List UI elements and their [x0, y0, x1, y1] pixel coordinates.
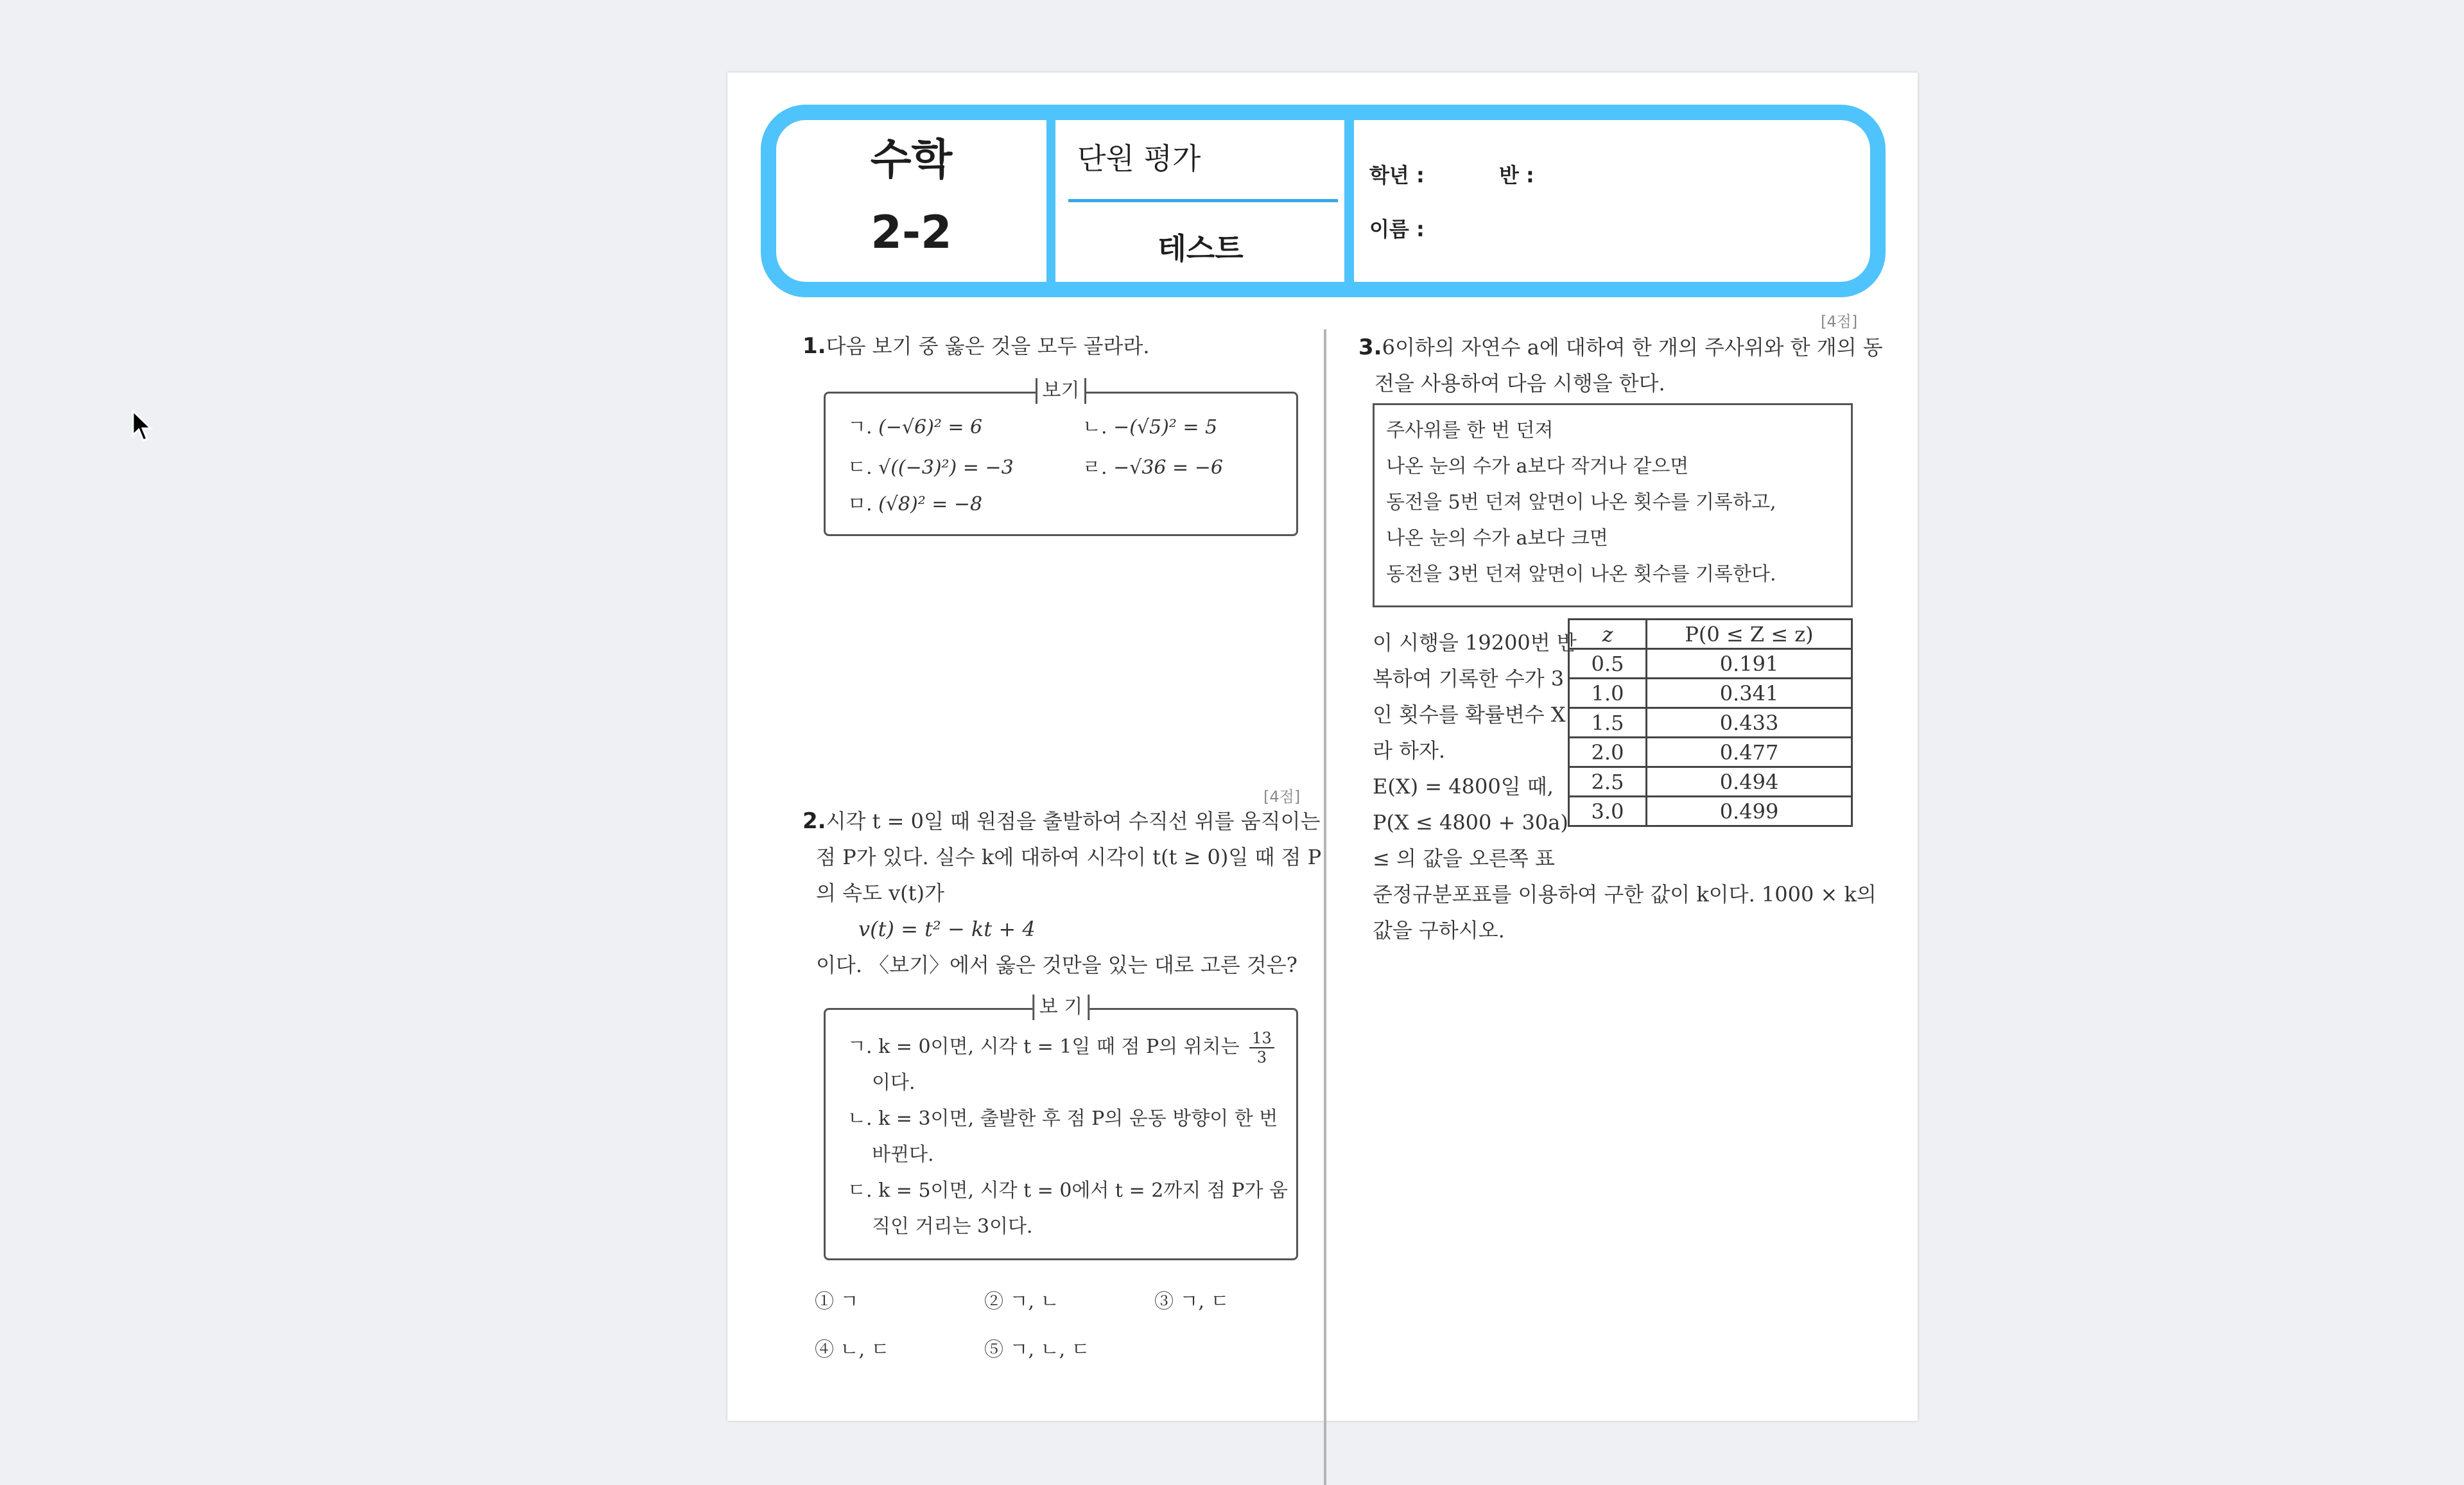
bogi-item-cont: 직인 거리는 3이다. [872, 1215, 1033, 1238]
title-underline [1068, 199, 1338, 202]
bogi-item: ㄱ. k = 0이면, 시각 t = 1일 때 점 P의 위치는 $\frac{13}{3}$ [847, 1029, 1274, 1066]
table-row: 2.5 0.494 [1569, 767, 1852, 797]
score-badge: [4점] [1821, 313, 1858, 331]
question-number: 3. [1358, 334, 1382, 360]
answer-choice-1[interactable]: ① ㄱ [815, 1290, 859, 1313]
question-2-line: 점 P가 있다. 실수 k에 대하여 시각이 t(t ≥ 0)일 때 점 P [816, 845, 1322, 869]
bogi-item: ㄴ. k = 3이면, 출발한 후 점 P의 운동 방향이 한 번 [847, 1107, 1278, 1130]
question-3-tail-line: 값을 구하시오. [1373, 918, 1505, 942]
answer-choice-5[interactable]: ⑤ ㄱ, ㄴ, ㄷ [984, 1339, 1090, 1361]
grade-title: 2-2 [871, 206, 952, 259]
question-3-side-line: E(X) = 4800일 때, [1373, 774, 1554, 799]
bogi-legend: 보 기 [1032, 994, 1090, 1020]
table-header: P(0 ≤ Z ≤ z) [1647, 620, 1852, 649]
table-row: 0.5 0.191 [1569, 649, 1852, 679]
bogi-box [824, 379, 1298, 536]
question-3-side-line: 복하여 기록한 수가 3 [1373, 666, 1565, 691]
rule-line: 동전을 3번 던져 앞면이 나온 횟수를 기록한다. [1386, 563, 1776, 586]
question-2-line: 의 속도 v(t)가 [816, 881, 944, 905]
answer-choice-3[interactable]: ③ ㄱ, ㄷ [1154, 1290, 1229, 1313]
title-cell [1055, 120, 1346, 282]
column-divider [1324, 329, 1326, 1485]
student-info-cell [1354, 120, 1870, 282]
bogi-item: ㄱ. (−√6)² = 6 [847, 416, 983, 439]
table-row: 1.5 0.433 [1569, 708, 1852, 738]
table-header: z [1569, 620, 1647, 649]
score-badge: [4점] [1263, 788, 1301, 806]
class-label: 반 : [1499, 163, 1534, 187]
question-3-line: 3.6이하의 자연수 a에 대하여 한 개의 주사위와 한 개의 동 [1358, 334, 1883, 360]
bogi-item: ㄴ. −(√5)² = 5 [1082, 416, 1218, 439]
name-label: 이름 : [1369, 217, 1425, 241]
trial-rule-box [1373, 403, 1853, 607]
rule-line: 주사위를 한 번 던져 [1386, 419, 1554, 442]
grade-label: 학년 : [1369, 163, 1425, 187]
table-row: 2.0 0.477 [1569, 738, 1852, 767]
mouse-cursor-icon [132, 410, 153, 443]
question-2-line: 이다. 〈보기〉에서 옳은 것만을 있는 대로 고른 것은? [816, 953, 1297, 977]
question-3-tail-line: 준정규분포표를 이용하여 구한 값이 k이다. 1000 × k의 [1373, 882, 1877, 907]
question-1-stem [803, 328, 1150, 364]
test-name: 테스트 [1158, 231, 1244, 266]
header-divider [1344, 120, 1354, 282]
answer-choice-4[interactable]: ④ ㄴ, ㄷ [815, 1339, 890, 1361]
bogi-item-cont: 이다. [872, 1072, 915, 1094]
bogi-item-cont: 바뀐다. [872, 1143, 934, 1166]
velocity-formula: v(t) = t² − kt + 4 [858, 917, 1036, 941]
subject-cell [776, 120, 1054, 282]
question-3-side-line: P(X ≤ 4800 + 30a) [1373, 810, 1568, 835]
bogi-item: ㄷ. k = 5이면, 시각 t = 0에서 t = 2까지 점 P가 움 [847, 1179, 1288, 1202]
answer-choice-2[interactable]: ② ㄱ, ㄴ [984, 1290, 1059, 1313]
bogi-item: ㄹ. −√36 = −6 [1082, 456, 1223, 479]
question-2-line: 2.시각 t = 0일 때 원점을 출발하여 수직선 위를 움직이는 [803, 808, 1321, 834]
question-3-side-line: 이 시행을 19200번 반 [1373, 630, 1577, 655]
question-3-line: 전을 사용하여 다음 시행을 한다. [1375, 371, 1665, 395]
rule-line: 나온 눈의 수가 a보다 작거나 같으면 [1386, 455, 1689, 478]
bogi-box [824, 996, 1298, 1260]
bogi-item: ㄷ. √((−3)²) = −3 [847, 456, 1014, 479]
fraction: $\frac{13}{3}$ [1249, 1029, 1274, 1066]
table-row: 1.0 0.341 [1569, 679, 1852, 708]
question-3-side-line: ≤ 의 값을 오른쪽 표 [1373, 846, 1555, 871]
question-number: 1. [803, 333, 826, 359]
unit-title: 단원 평가 [1077, 141, 1201, 176]
subject-title: 수학 [870, 135, 953, 184]
question-number: 2. [803, 808, 826, 834]
exam-page [727, 73, 1918, 1421]
normal-distribution-table [1568, 618, 1853, 827]
question-3-side-line: 인 횟수를 확률변수 X [1373, 702, 1566, 727]
header-divider [1046, 120, 1055, 282]
bogi-item: ㅁ. (√8)² = −8 [847, 493, 983, 516]
rule-line: 나온 눈의 수가 a보다 크면 [1386, 527, 1608, 550]
question-3-side-line: 라 하자. [1373, 738, 1446, 763]
table-row: 3.0 0.499 [1569, 797, 1852, 826]
table-header-row [1569, 620, 1852, 649]
rule-line: 동전을 5번 던져 앞면이 나온 횟수를 기록하고, [1386, 491, 1776, 514]
question-text: 다음 보기 중 옳은 것을 모두 골라라. [826, 334, 1150, 358]
bogi-legend: 보기 [1036, 378, 1087, 404]
exam-header [761, 105, 1886, 297]
